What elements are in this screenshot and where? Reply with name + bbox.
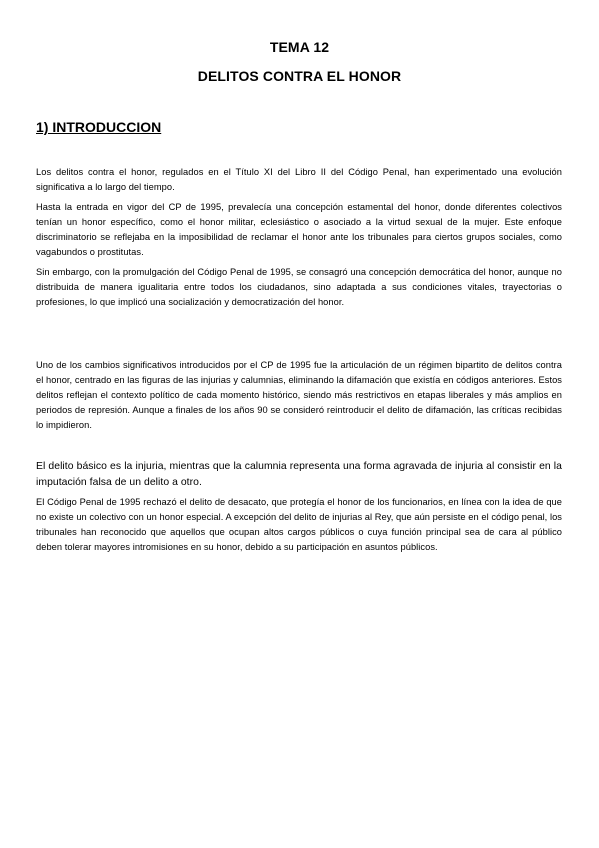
paragraph: El delito básico es la injuria, mientras que la calumnia representa una forma agravada de injuria al consistir en la imputación falsa de un delito a otro.: [36, 461, 562, 488]
section-heading: 1) INTRODUCCION: [36, 119, 162, 135]
paragraph: Sin embargo, con la promulgación del Código Penal de 1995, se consagró una concepción democrática del honor, aunque no distribuida de manera igualitaria entre todos los ciudadanos, sino adaptada a sus condiciones vitales, trayectorias o profesiones, lo que implicó una socialización y democratización del honor.: [36, 267, 562, 307]
document-title: TEMA 12: [269, 39, 330, 55]
paragraph: Hasta la entrada en vigor del CP de 1995, prevalecía una concepción estamental del honor, donde diferentes colectivos tenían un honor específico, como el honor militar, eclesiástico o asociado a la virtud sexual de la mujer. Este enfoque discriminatorio se reflejaba en la imposibilidad de reclamar el honor ante los tribunales para ciertos grupos sociales, como vagabundos o prostitutas.: [36, 202, 562, 257]
paragraph: Uno de los cambios significativos introducidos por el CP de 1995 fue la articulación de un régimen bipartito de delitos contra el honor, centrado en las figuras de las injurias y calumnias, eliminando la difamación que existía en códigos anteriores. Estos delitos reflejan el contexto político de cada momento histórico, siendo más restrictivos en etapas liberales y más amplios en periodos de represión. Aunque a finales de los años 90 se consideró reintroducir el delito de difamación, las críticas recibidas lo impidieron.: [36, 360, 562, 430]
paragraph: El Código Penal de 1995 rechazó el delito de desacato, que protegía el honor de los funcionarios, en línea con la idea de que no existe un colectivo con un honor especial. A excepción del delito de injurias al Rey, que aún persiste en el código penal, los tribunales han reconocido que aquellos que ocupan altos cargos públicos o cuya función principal sea de cara al público deben tolerar mayores intromisiones en su honor, debido a su participación en asuntos públicos.: [36, 497, 562, 552]
document-subtitle: DELITOS CONTRA EL HONOR: [197, 68, 402, 84]
paragraph: Los delitos contra el honor, regulados en el Título XI del Libro II del Código Penal, han experimentado una evolución significativa a lo largo del tiempo.: [36, 167, 562, 192]
